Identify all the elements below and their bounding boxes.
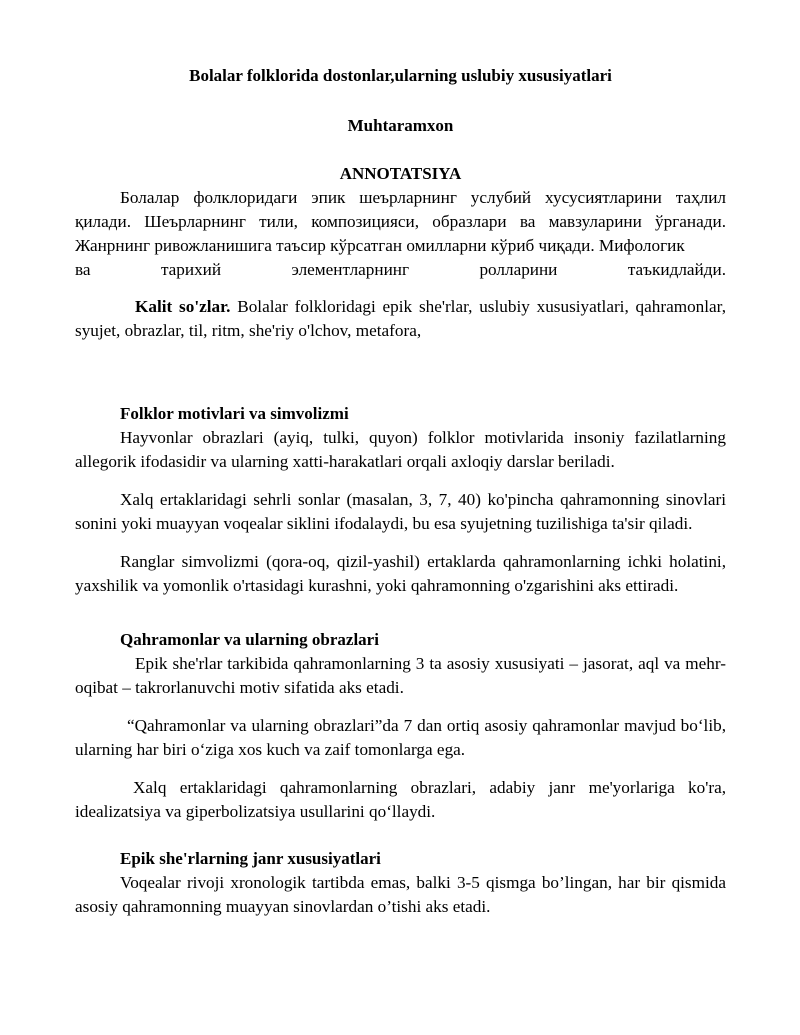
- keywords-text: Bolalar folkloridagi epik she'rlar, uslubiy xususiyatlari, qahramonlar, syujet, obrazlar, til, ritm, she'riy o'lchov, metafora,: [75, 297, 727, 340]
- author-name: Muhtaramxon: [347, 116, 454, 135]
- annotation-heading: ANNOTATSIYA: [339, 164, 462, 183]
- paragraph: Hayvonlar obrazlari (ayiq, tulki, quyon) folklor motivlarida insoniy fazilatlarning allegorik ifodasidir va ularning xatti-harakatlari orqali axloqiy darslar beriladi.: [75, 428, 726, 471]
- paragraph: Ranglar simvolizmi (qora-oq, qizil-yashil) ertaklarda qahramonlarning ichki holatini, yaxshilik va yomonlik o'rtasidagi kurashni, yoki qahramonning o'zgarishini aks ettiradi.: [75, 552, 726, 595]
- section-heading-folklore-motifs: Folklor motivlari va simvolizmi: [120, 404, 349, 423]
- paragraph: Xalq ertaklaridagi sehrli sonlar (masalan, 3, 7, 40) ko'pincha qahramonning sinovlari sonini yoki muayyan voqealar siklini ifodalaydi, bu esa syujetning tuzilishiga ta'sir qiladi.: [75, 490, 726, 533]
- keywords-paragraph: [75, 295, 726, 343]
- paragraph: Voqealar rivoji xronologik tartibda emas, balki 3-5 qismga bo’lingan, har bir qismida asosiy qahramonning muayyan sinovlardan o’tishi aks etadi.: [75, 873, 726, 916]
- section-heading-heroes: Qahramonlar va ularning obrazlari: [120, 630, 379, 649]
- paragraph: Epik she'rlar tarkibida qahramonlarning 3 ta asosiy xususiyati – jasorat, aql va mehr-oqibat – takrorlanuvchi motiv sifatida aks etadi.: [75, 654, 726, 697]
- annotation-text-end: ва тарихий элементларнинг ролларини таъкидлайди.: [75, 260, 726, 279]
- annotation-text: Болалар фолклоридаги эпик шеърларнинг услубий хусусиятларини таҳлил қилади. Шеърларнинг тили, композицияси, образлари ва мавзуларини ўрганади. Жанрнинг ривожланишига таъсир кўрсатган омилларни кўриб чиқади. Мифологик: [75, 188, 726, 255]
- paragraph: “Qahramonlar va ularning obrazlari”da 7 dan ortiq asosiy qahramonlar mavjud bo‘lib, ularning har biri o‘ziga xos kuch va zaif tomonlarga ega.: [75, 716, 726, 759]
- annotation-paragraph: [75, 186, 726, 258]
- paragraph: Xalq ertaklaridagi qahramonlarning obrazlari, adabiy janr me'yorlariga ko'ra, idealizatsiya va giperbolizatsiya usullarini qo‘llaydi.: [75, 778, 726, 821]
- section-heading-genre-features: Epik she'rlarning janr xususiyatlari: [120, 849, 381, 868]
- keywords-label: Kalit so'zlar.: [135, 297, 231, 316]
- annotation-paragraph-end: [75, 258, 726, 282]
- document-title: Bolalar folklorida dostonlar,ularning uslubiy xususiyatlari: [189, 66, 612, 85]
